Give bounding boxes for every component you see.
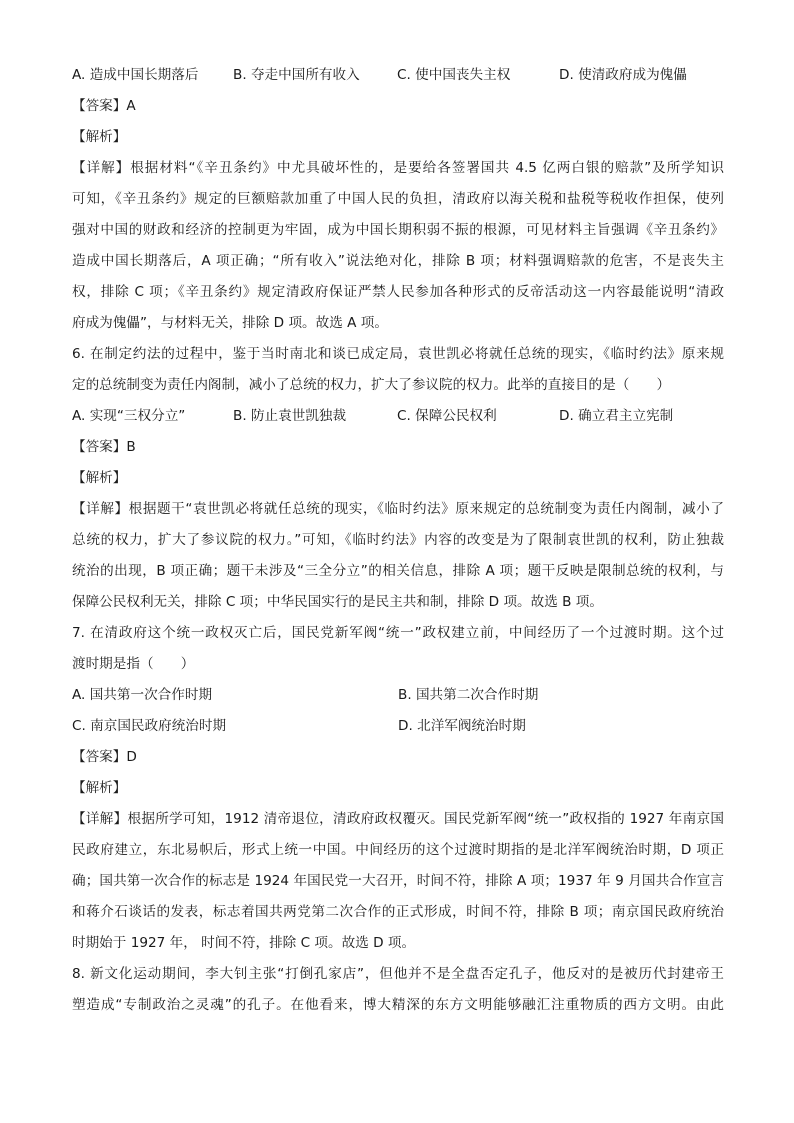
q5-detail-line: 造成中国长期落后，A 项正确；“所有收入”说法绝对化，排除 B 项；材料强调赔款的危害，不是丧失主	[72, 253, 724, 269]
q5-detail	[72, 153, 724, 339]
q8-question-line: 8. 新文化运动期间，李大钊主张“打倒孔家店”，但他并不是全盘否定孔子，他反对的是被历代封建帝王	[72, 966, 724, 982]
q7-detail-line: 【详解】根据所学可知，1912 清帝退位，清政府政权覆灭。国民党新军阀“统一”政权指的 1927 年南京国	[72, 811, 724, 827]
q5-option-b: B. 夺走中国所有收入	[233, 67, 360, 83]
q5-option-c: C. 使中国丧失主权	[397, 67, 511, 83]
q6-analysis-label: 【解析】	[72, 470, 127, 486]
q8-question	[72, 959, 724, 1021]
document-page	[72, 60, 724, 1021]
q5-detail-line: 强对中国的财政和经济的控制更为牢固，成为中国长期积弱不振的根源，可见材料主旨强调《辛丑条约》	[72, 222, 724, 238]
q5-detail-line: 权，排除 C 项；《辛丑条约》规定清政府保证严禁人民参加各种形式的反帝活动这一内容最能说明“清政	[72, 284, 724, 300]
q7-answer: 【答案】D	[72, 749, 137, 765]
q7-detail-line: 和蒋介石谈话的发表，标志着国共两党第二次合作的正式形成，时间不符，排除 B 项；南京国民政府统治	[72, 904, 724, 920]
q5-option-a: A. 造成中国长期落后	[72, 67, 199, 83]
q7-detail-line: 民政府建立，东北易帜后，形式上统一中国。中间经历的这个过渡时期指的是北洋军阀统治时期，D 项正	[72, 842, 724, 858]
q5-analysis-label: 【解析】	[72, 129, 127, 145]
q7-option-a: A. 国共第一次合作时期	[72, 687, 213, 703]
q6-detail-line: 总统的权力，扩大了参议院的权力。”可知，《临时约法》内容的改变是为了限制袁世凯的权利，防止独裁	[72, 532, 724, 548]
q5-detail-line: 【详解】根据材料“《辛丑条约》中尤具破坏性的，是要给各签署国共 4.5 亿两白银的赔款”及所学知识	[72, 160, 724, 176]
q6-detail	[72, 494, 724, 618]
q6-detail-line: 保障公民权利无关，排除 C 项；中华民国实行的是民主共和制，排除 D 项。故选 B 项。	[72, 594, 603, 610]
q7-options-row-2	[72, 711, 724, 742]
q7-options-row-1	[72, 680, 724, 711]
q6-option-d: D. 确立君主立宪制	[559, 408, 674, 424]
q6-question	[72, 339, 724, 401]
q7-question-line: 7. 在清政府这个统一政权灭亡后，国民党新军阀“统一”政权建立前，中间经历了一个过渡时期。这个过	[72, 625, 724, 641]
q7-detail	[72, 804, 724, 959]
q5-option-d: D. 使清政府成为傀儡	[559, 67, 687, 83]
q5-answer: 【答案】A	[72, 98, 136, 114]
q7-analysis-label: 【解析】	[72, 780, 127, 796]
q7-question	[72, 618, 724, 680]
q6-option-a: A. 实现“三权分立”	[72, 408, 186, 424]
q8-question-line: 塑造成“专制政治之灵魂”的孔子。在他看来，博大精深的东方文明能够融汇注重物质的西方文明。由此	[72, 997, 724, 1013]
q7-option-d: D. 北洋军阀统治时期	[398, 718, 526, 734]
q7-option-c: C. 南京国民政府统治时期	[72, 718, 227, 734]
q5-detail-line: 府成为傀儡”，与材料无关，排除 D 项。故选 A 项。	[72, 315, 388, 331]
q5-options	[72, 60, 724, 91]
q7-detail-line: 时期始于 1927 年， 时间不符，排除 C 项。故选 D 项。	[72, 935, 416, 951]
q6-question-line: 6. 在制定约法的过程中，鉴于当时南北和谈已成定局，袁世凯必将就任总统的现实，《临时约法》原来规	[72, 346, 724, 362]
q5-detail-line: 可知，《辛丑条约》规定的巨额赔款加重了中国人民的负担，清政府以海关税和盐税等税收作担保，使列	[72, 191, 724, 207]
q6-option-b: B. 防止袁世凯独裁	[233, 408, 347, 424]
q6-detail-line: 统治的出现，B 项正确；题干未涉及“三全分立”的相关信息，排除 A 项；题干反映是限制总统的权利，与	[72, 563, 724, 579]
q6-question-line: 定的总统制变为责任内阁制，减小了总统的权力，扩大了参议院的权力。此举的直接目的是（ ）	[72, 377, 671, 393]
q6-option-c: C. 保障公民权利	[397, 408, 497, 424]
q6-answer: 【答案】B	[72, 439, 136, 455]
q6-detail-line: 【详解】根据题干“袁世凯必将就任总统的现实，《临时约法》原来规定的总统制变为责任内阁制，减小了	[72, 501, 724, 517]
q7-option-b: B. 国共第二次合作时期	[398, 687, 539, 703]
q6-options	[72, 401, 724, 432]
q7-detail-line: 确；国共第一次合作的标志是 1924 年国民党一大召开，时间不符，排除 A 项；1937 年 9 月国共合作宣言	[72, 873, 724, 889]
q7-question-line: 渡时期是指（ ）	[72, 656, 195, 672]
